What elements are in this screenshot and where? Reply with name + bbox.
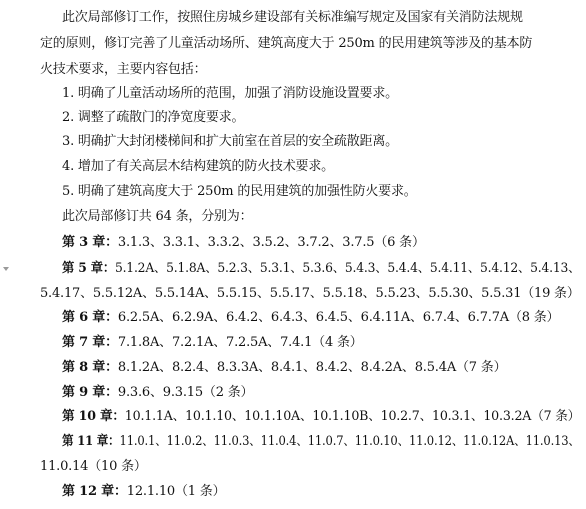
chapter-3-items: 3.1.3、3.3.1、3.3.2、3.5.2、3.7.2、3.7.5（6 条） — [117, 235, 425, 250]
chapter-11-row — [62, 433, 580, 451]
chapter-5-continuation: 5.4.17、5.5.12A、5.5.14A、5.5.15、5.5.17、5.5.18、5.5.23、5.5.30、5.5.31（19 条） — [40, 286, 580, 301]
chapter-9-items: 9.3.6、9.3.15（2 条） — [117, 385, 254, 400]
chapter-7-label: 第 7 章： — [62, 335, 118, 350]
list-item-5: 5. 明确了建筑高度大于 250m 的民用建筑的加强性防火要求。 — [62, 184, 417, 199]
chapter-12-label: 第 12 章： — [62, 484, 127, 499]
chapter-10-row — [62, 408, 580, 426]
chapter-6-row — [62, 309, 559, 327]
list-item-4: 4. 增加了有关高层木结构建筑的防火技术要求。 — [62, 159, 334, 174]
chapter-9-row — [62, 384, 253, 402]
chapter-5-items: 5.1.2A、5.1.8A、5.2.3、5.3.1、5.3.6、5.4.3、5.4.4、5.4.11、5.4.12、5.4.13、 — [114, 261, 581, 276]
list-item-1: 1. 明确了儿童活动场所的范围，加强了消防设施设置要求。 — [62, 86, 398, 101]
chapter-6-items: 6.2.5A、6.2.9A、6.4.2、6.4.3、6.4.5、6.4.11A、6.7.4、6.7.7A（8 条） — [117, 310, 560, 325]
list-item-2: 2. 调整了疏散门的净宽度要求。 — [62, 110, 245, 125]
intro-line-2: 定的原则，修订完善了儿童活动场所、建筑高度大于 250m 的民用建筑等涉及的基本防 — [40, 36, 533, 51]
chapter-11-label: 第 11 章： — [62, 434, 120, 449]
collapse-caret-icon[interactable] — [3, 267, 9, 271]
chapter-10-items: 10.1.1A、10.1.10、10.1.10A、10.1.10B、10.2.7、10.3.1、10.3.2A（7 条） — [124, 409, 581, 424]
chapter-3-label: 第 3 章： — [62, 235, 118, 250]
chapter-7-row — [62, 334, 363, 352]
intro-line-3: 火技术要求，主要内容包括： — [40, 62, 207, 77]
chapter-8-label: 第 8 章： — [62, 360, 118, 375]
chapter-12-row — [62, 483, 225, 501]
chapter-10-label: 第 10 章： — [62, 409, 125, 424]
chapter-8-items: 8.1.2A、8.2.4、8.3.3A、8.4.1、8.4.2、8.4.2A、8.5.4A（7 条） — [117, 360, 507, 375]
chapter-12-items: 12.1.10（1 条） — [126, 484, 226, 499]
list-item-3: 3. 明确扩大封闭楼梯间和扩大前室在首层的安全疏散距离。 — [62, 134, 398, 149]
chapter-8-row — [62, 359, 506, 377]
chapter-5-label: 第 5 章： — [62, 261, 115, 276]
chapter-7-items: 7.1.8A、7.2.1A、7.2.5A、7.4.1（4 条） — [117, 335, 363, 350]
intro-line-1: 此次局部修订工作，按照住房城乡建设部有关标准编写规定及国家有关消防法规规 — [62, 10, 523, 25]
chapter-9-label: 第 9 章： — [62, 385, 118, 400]
chapter-5-row — [62, 260, 580, 278]
chapter-11-items: 11.0.1、11.0.2、11.0.3、11.0.4、11.0.7、11.0.10、11.0.12、11.0.12A、11.0.13、 — [119, 434, 580, 449]
chapter-6-label: 第 6 章： — [62, 310, 118, 325]
chapter-3-row — [62, 234, 425, 252]
revision-summary: 此次局部修订共 64 条，分别为： — [62, 209, 253, 224]
chapter-11-continuation: 11.0.14（10 条） — [40, 459, 147, 474]
